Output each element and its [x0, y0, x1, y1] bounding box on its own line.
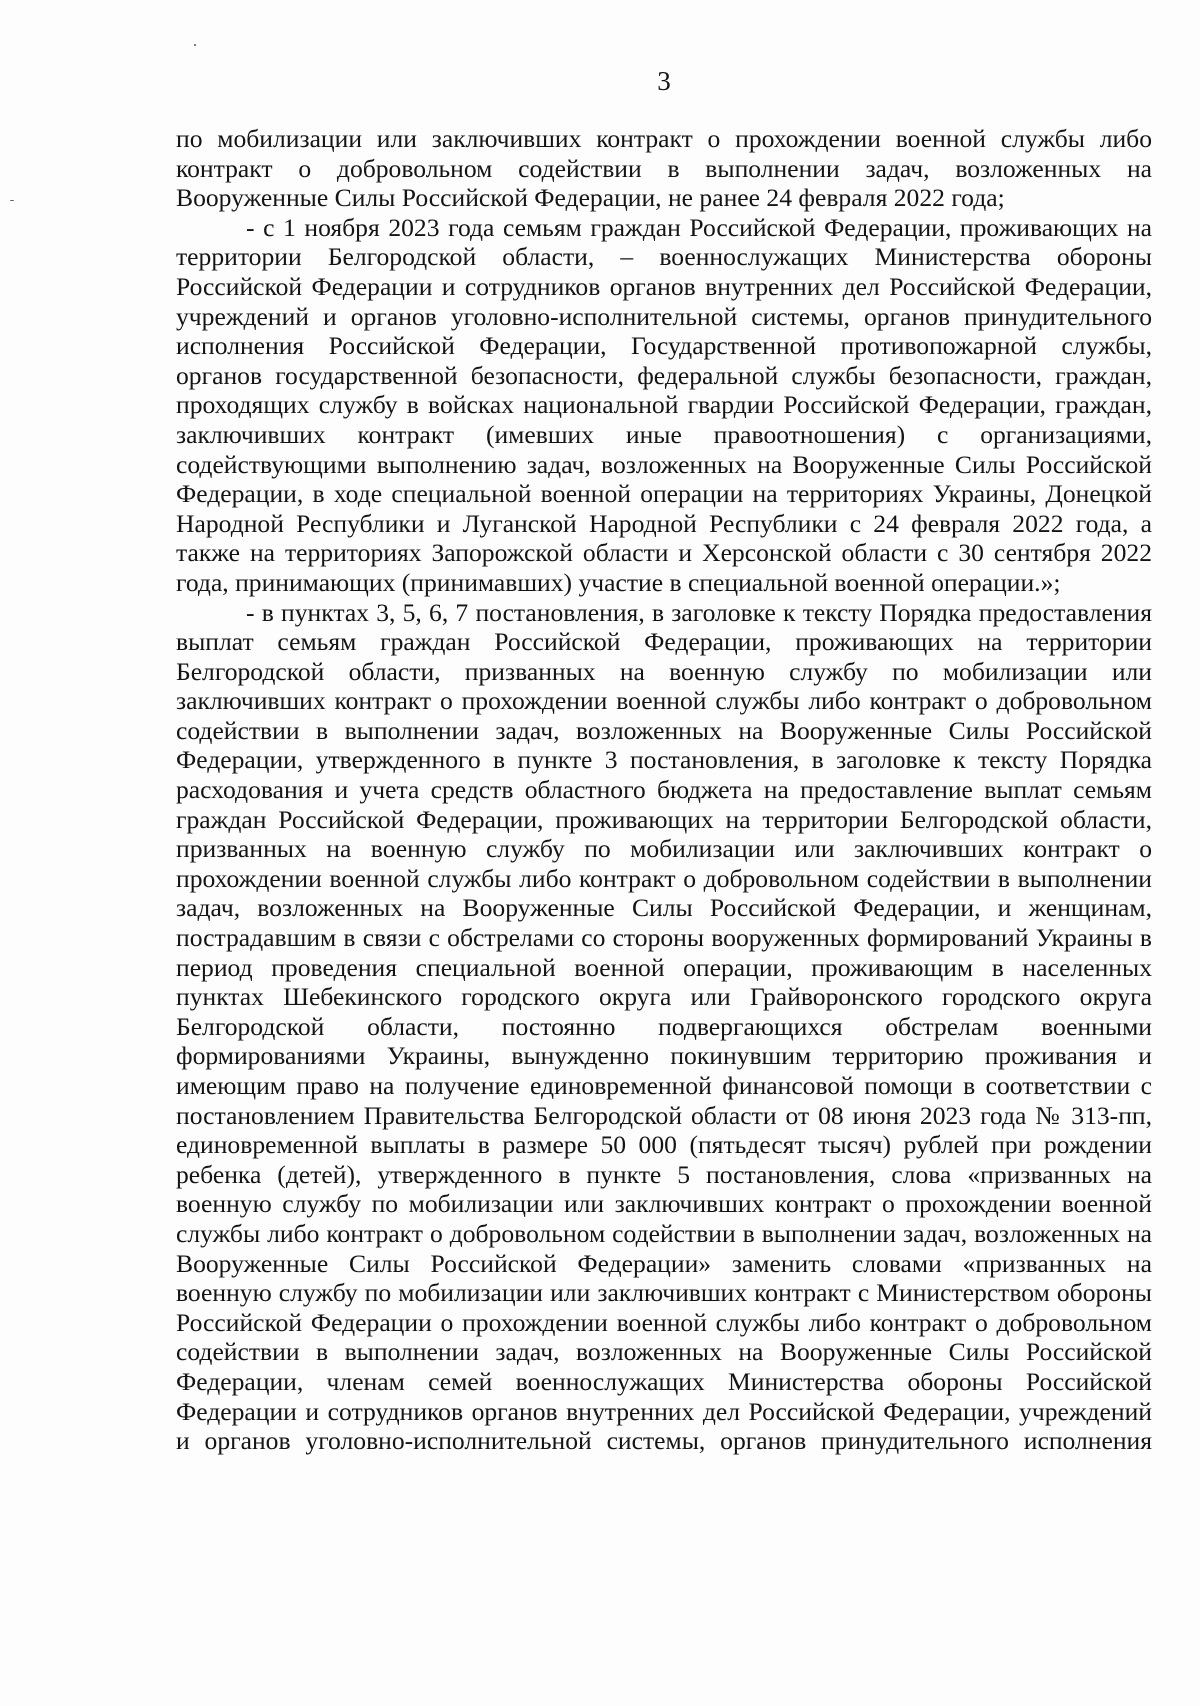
paragraph-continuation: по мобилизации или заключивших контракт о прохождении военной службы либо контракт о добровольном содействии в выполнении задач, возложенных на Вооруженные Силы Российской Федерации, не ранее 24 февраля 2022 года;: [176, 124, 1152, 213]
scan-speck: [194, 44, 196, 46]
document-body: [176, 124, 1152, 1456]
paragraph-amendments: - в пунктах 3, 5, 6, 7 постановления, в заголовке к тексту Порядка предоставления выплат семьям граждан Российской Федерации, проживающих на территории Белгородской области, призванных на военную службу по мобилизации или заключивших контракт о прохождении военной службы либо контракт о добровольном содействии в выполнении задач, возложенных на Вооруженные Силы Российской Федерации, утвержденного в пункте 3 постановления, в заголовке к тексту Порядка расходования и учета средств областного бюджета на предоставление выплат семьям граждан Российской Федерации, проживающих на территории Белгородской области, призванных на военную службу по мобилизации или заключивших контракт о прохождении военной службы либо контракт о добровольном содействии в выполнении задач, возложенных на Вооруженные Силы Российской Федерации, и женщинам, пострадавшим в связи с обстрелами со стороны вооруженных формирований Украины в период проведения специальной военной операции, проживающим в населенных пунктах Шебекинского городского округа или Грайворонского городского округа Белгородской области, постоянно подвергающихся обстрелам военными формированиями Украины, вынужденно покинувшим территорию проживания и имеющим право на получение единовременной финансовой помощи в соответствии с постановлением Правительства Белгородской области от 08 июня 2023 года № 313-пп, единовременной выплаты в размере 50 000 (пятьдесят тысяч) рублей при рождении ребенка (детей), утвержденного в пункте 5 постановления, слова «призванных на военную службу по мобилизации или заключивших контракт о прохождении военной службы либо контракт о добровольном содействии в выполнении задач, возложенных на Вооруженные Силы Российской Федерации» заменить словами «призванных на военную службу по мобилизации или заключивших контракт с Министерством обороны Российской Федерации о прохождении военной службы либо контракт о добровольном содействии в выполнении задач, возложенных на Вооруженные Силы Российской Федерации, членам семей военнослужащих Министерства обороны Российской Федерации и сотрудников органов внутренних дел Российской Федерации, учреждений и органов уголовно-исполнительной системы, органов принудительного исполнения: [176, 597, 1152, 1456]
scan-speck: [10, 200, 14, 201]
paragraph-family-payments: - с 1 ноября 2023 года семьям граждан Российской Федерации, проживающих на территории Белгородской области, – военнослужащих Министерства обороны Российской Федерации и сотрудников органов внутренних дел Российской Федерации, учреждений и органов уголовно-исполнительной системы, органов принудительного исполнения Российской Федерации, Государственной противопожарной службы, органов государственной безопасности, федеральной службы безопасности, граждан, проходящих службу в войсках национальной гвардии Российской Федерации, граждан, заключивших контракт (имевших иные правоотношения) с организациями, содействующими выполнению задач, возложенных на Вооруженные Силы Российской Федерации, в ходе специальной военной операции на территориях Украины, Донецкой Народной Республики и Луганской Народной Республики с 24 февраля 2022 года, а также на территориях Запорожской области и Херсонской области с 30 сентября 2022 года, принимающих (принимавших) участие в специальной военной операции.»;: [176, 212, 1152, 597]
page-number: 3: [657, 66, 671, 96]
